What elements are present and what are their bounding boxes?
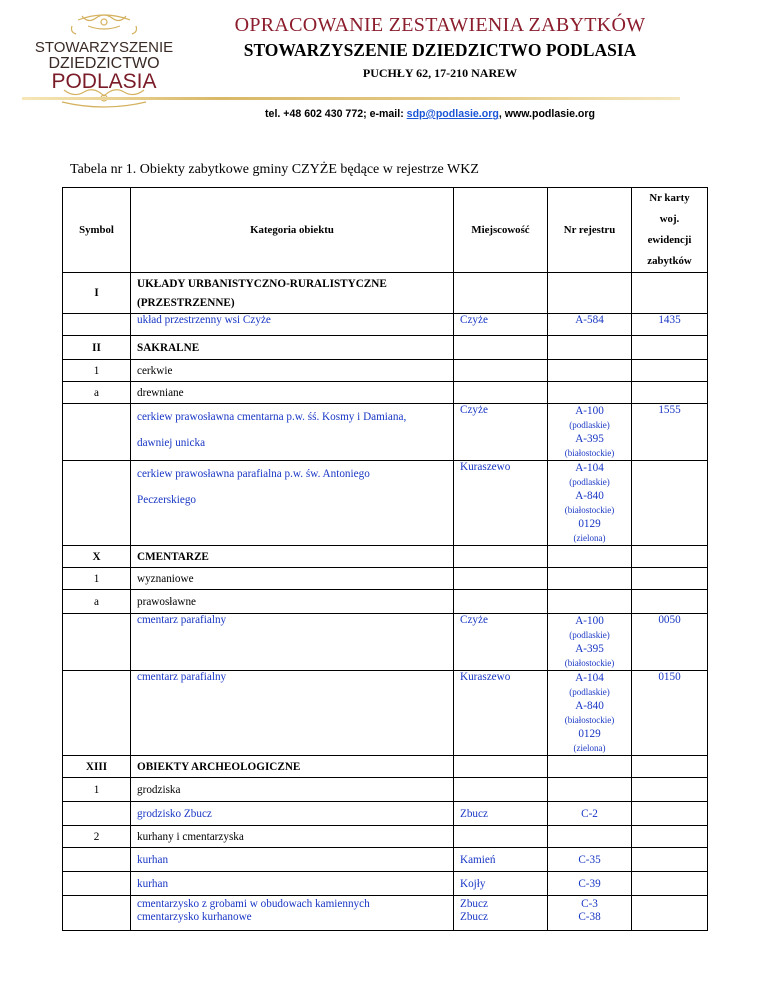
- register-number: A-395: [575, 643, 604, 655]
- table-caption: Tabela nr 1. Obiekty zabytkowe gminy CZYŻE będące w rejestrze WKZ: [70, 162, 479, 177]
- table-row: [63, 896, 708, 931]
- register-note: (podlaskie): [569, 420, 610, 430]
- table-row: [63, 461, 708, 546]
- register-number: A-104: [575, 462, 604, 474]
- register-note: (białostockie): [564, 658, 615, 668]
- register-note: (białostockie): [564, 715, 615, 725]
- register-note: (podlaskie): [569, 630, 610, 640]
- logo-line3: PODLASIA: [51, 70, 157, 93]
- object-name-line2: cmentarzysko kurhanowe: [137, 911, 252, 923]
- header-locality: Miejscowość: [454, 188, 548, 273]
- table-row: [63, 546, 708, 568]
- register-number: 0129: [578, 728, 601, 740]
- object-locality: [454, 896, 548, 931]
- subsection-symbol: 1: [63, 360, 131, 382]
- table-row: [63, 614, 708, 671]
- object-name: grodzisko Zbucz: [131, 802, 454, 826]
- object-name-line1: cerkiew prawosławna cmentarna p.w. śś. Kosmy i Damiana,: [137, 411, 407, 423]
- object-name: [131, 404, 454, 461]
- object-locality: Kojły: [454, 872, 548, 896]
- subsection-symbol: a: [63, 590, 131, 614]
- section-symbol: II: [63, 336, 131, 360]
- object-register: [548, 896, 632, 931]
- register-number: 0129: [578, 518, 601, 530]
- object-name: cmentarz parafialny: [131, 614, 454, 671]
- object-card: 1555: [632, 404, 708, 461]
- object-name-line2: Peczerskiego: [137, 494, 197, 506]
- email-link[interactable]: sdp@podlasie.org: [406, 108, 499, 120]
- register-number: A-100: [575, 405, 604, 417]
- header-category: Kategoria obiektu: [131, 188, 454, 273]
- contact-phone: tel. +48 602 430 772; e-mail:: [265, 108, 407, 120]
- object-locality: Kuraszewo: [454, 461, 548, 546]
- register-number: A-395: [575, 433, 604, 445]
- contact-website: , www.podlasie.org: [498, 108, 595, 120]
- header-card: [632, 188, 708, 273]
- table-row: [63, 360, 708, 382]
- table-row: [63, 848, 708, 872]
- object-name-line2: dawniej unicka: [137, 437, 206, 449]
- register-note: (białostockie): [564, 505, 615, 515]
- table-row: [63, 671, 708, 756]
- organization-name: STOWARZYSZENIE DZIEDZICTWO PODLASIA: [243, 40, 637, 60]
- object-name-line1: cmentarzysko z grobami w obudowach kamiennych: [137, 898, 370, 910]
- object-register: C-35: [548, 848, 632, 872]
- table-row: [63, 273, 708, 314]
- object-locality: Zbucz: [454, 802, 548, 826]
- register-number: C-38: [578, 911, 601, 923]
- table-row: [63, 802, 708, 826]
- register-note: (podlaskie): [569, 477, 610, 487]
- document-title: OPRACOWANIE ZESTAWIENIA ZABYTKÓW: [234, 14, 646, 36]
- header-symbol: Symbol: [63, 188, 131, 273]
- register-note: (białostockie): [564, 448, 615, 458]
- object-locality: Czyże: [454, 614, 548, 671]
- table-header-row: [63, 188, 708, 273]
- subsection-symbol: 1: [63, 778, 131, 802]
- header-card-line4: zabytków: [647, 255, 692, 267]
- header-card-line1: Nr karty: [649, 192, 690, 204]
- subsection-title: wyznaniowe: [131, 568, 454, 590]
- object-register: [548, 614, 632, 671]
- section-title: [131, 273, 454, 314]
- table-row: [63, 336, 708, 360]
- subsection-title: grodziska: [131, 778, 454, 802]
- table-row: [63, 568, 708, 590]
- header-card-line3: ewidencji: [647, 234, 692, 246]
- object-register: C-39: [548, 872, 632, 896]
- table-row: [63, 778, 708, 802]
- header-card-line2: woj.: [659, 213, 680, 225]
- object-register: [548, 671, 632, 756]
- register-number: C-3: [581, 898, 598, 910]
- object-register: A-584: [548, 314, 632, 336]
- section-symbol: XIII: [63, 756, 131, 778]
- object-locality: Kamień: [454, 848, 548, 872]
- object-name: układ przestrzenny wsi Czyże: [131, 314, 454, 336]
- object-name: [131, 896, 454, 931]
- register-number: A-104: [575, 672, 604, 684]
- organization-address: PUCHŁY 62, 17-210 NAREW: [362, 66, 518, 80]
- subsection-title: cerkwie: [131, 360, 454, 382]
- logo-line2: DZIEDZICTWO: [48, 55, 160, 72]
- object-card: [632, 461, 708, 546]
- section-title: OBIEKTY ARCHEOLOGICZNE: [131, 756, 454, 778]
- logo: [22, 12, 186, 108]
- object-locality: Kuraszewo: [454, 671, 548, 756]
- table-row: [63, 314, 708, 336]
- register-number: A-840: [575, 490, 604, 502]
- section-symbol: I: [63, 273, 131, 314]
- table-row: [63, 756, 708, 778]
- section-title-line2: (PRZESTRZENNE): [137, 297, 235, 309]
- section-title-line1: UKŁADY URBANISTYCZNO-RURALISTYCZNE: [137, 278, 387, 290]
- object-card: 0050: [632, 614, 708, 671]
- object-register: C-2: [548, 802, 632, 826]
- register-note: (podlaskie): [569, 687, 610, 697]
- register-note: (zielona): [573, 743, 606, 753]
- object-register: [548, 404, 632, 461]
- subsection-title: drewniane: [131, 382, 454, 404]
- object-name-line1: cerkiew prawosławna parafialna p.w. św. Antoniego: [137, 468, 370, 480]
- monuments-table: [62, 187, 708, 931]
- subsection-title: kurhany i cmentarzyska: [131, 826, 454, 848]
- table-row: [63, 826, 708, 848]
- section-title: SAKRALNE: [131, 336, 454, 360]
- locality-line2: Zbucz: [460, 911, 488, 923]
- register-number: A-100: [575, 615, 604, 627]
- object-card: 1435: [632, 314, 708, 336]
- logo-line1: STOWARZYSZENIE: [34, 39, 174, 56]
- header-register: Nr rejestru: [548, 188, 632, 273]
- object-register: [548, 461, 632, 546]
- table-row: [63, 872, 708, 896]
- subsection-symbol: a: [63, 382, 131, 404]
- logo-emblem-icon: [22, 12, 186, 108]
- object-locality: Czyże: [454, 314, 548, 336]
- subsection-symbol: 1: [63, 568, 131, 590]
- locality-line1: Zbucz: [460, 898, 488, 910]
- contact-line: [190, 108, 670, 120]
- section-title: CMENTARZE: [131, 546, 454, 568]
- register-number: A-840: [575, 700, 604, 712]
- object-name: [131, 461, 454, 546]
- table-row: [63, 382, 708, 404]
- object-locality: Czyże: [454, 404, 548, 461]
- object-name: kurhan: [131, 848, 454, 872]
- object-card: 0150: [632, 671, 708, 756]
- register-note: (zielona): [573, 533, 606, 543]
- table-row: [63, 404, 708, 461]
- subsection-title: prawosławne: [131, 590, 454, 614]
- object-name: kurhan: [131, 872, 454, 896]
- table-row: [63, 590, 708, 614]
- section-symbol: X: [63, 546, 131, 568]
- header-divider: [22, 97, 680, 100]
- object-name: cmentarz parafialny: [131, 671, 454, 756]
- subsection-symbol: 2: [63, 826, 131, 848]
